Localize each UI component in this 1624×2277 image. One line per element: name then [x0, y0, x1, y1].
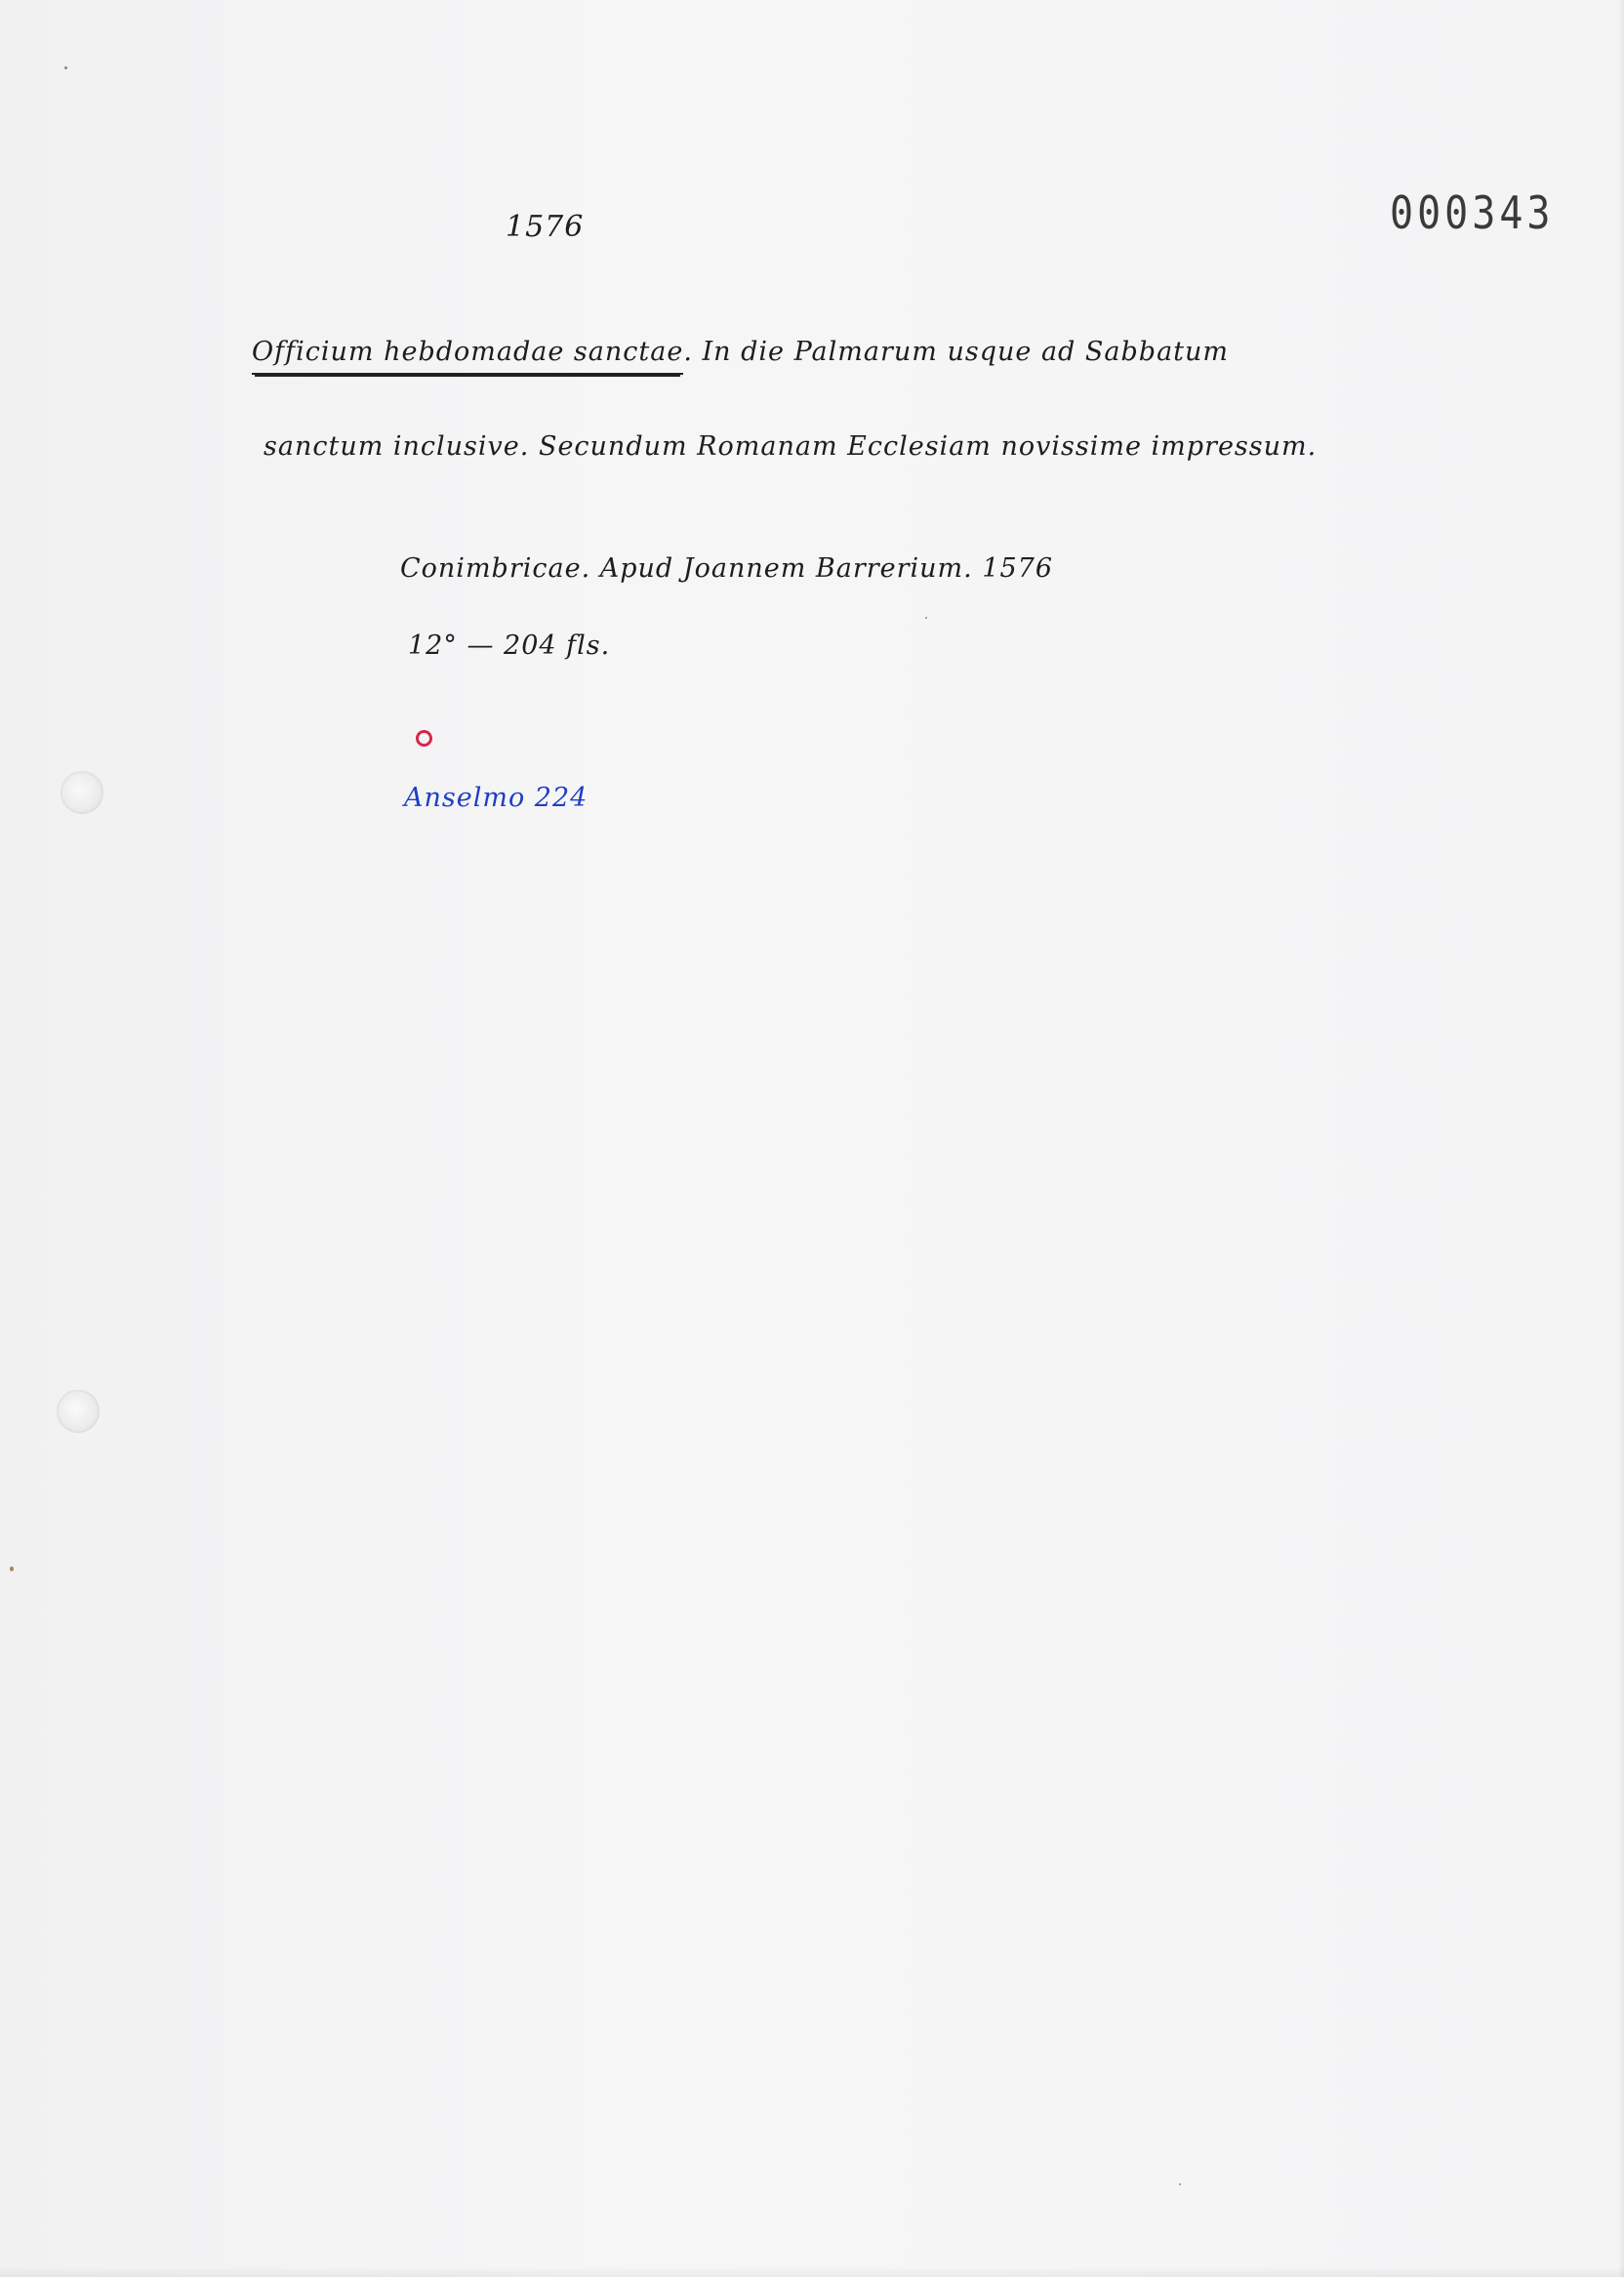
- paper-speck: [1179, 2183, 1181, 2185]
- paper-speck: [64, 66, 67, 69]
- page-bottom-edge: [0, 2267, 1624, 2277]
- paper-speck: [925, 617, 927, 619]
- imprint-line: Conimbricae. Apud Joannem Barrerium. 1576: [400, 553, 1054, 584]
- page-edge-shadow: [1618, 0, 1624, 2277]
- paper-speck: [10, 1566, 14, 1571]
- year-heading: 1576: [506, 210, 585, 244]
- format-line: 12° — 204 fls.: [408, 630, 611, 661]
- title-line: [252, 337, 1229, 375]
- title-line-2: sanctum inclusive. Secundum Romanam Ecclesiam novissime impressum.: [264, 431, 1318, 462]
- punch-hole-upper: [61, 771, 103, 814]
- punch-hole-lower: [57, 1390, 100, 1433]
- title-underlined: Officium hebdomadae sanctae: [252, 337, 683, 375]
- red-circle-marker: [416, 730, 432, 747]
- bibliographic-reference: Anselmo 224: [404, 783, 589, 813]
- title-continuation: . In die Palmarum usque ad Sabbatum: [683, 337, 1230, 367]
- catalog-number-stamp: 000343: [1390, 187, 1555, 240]
